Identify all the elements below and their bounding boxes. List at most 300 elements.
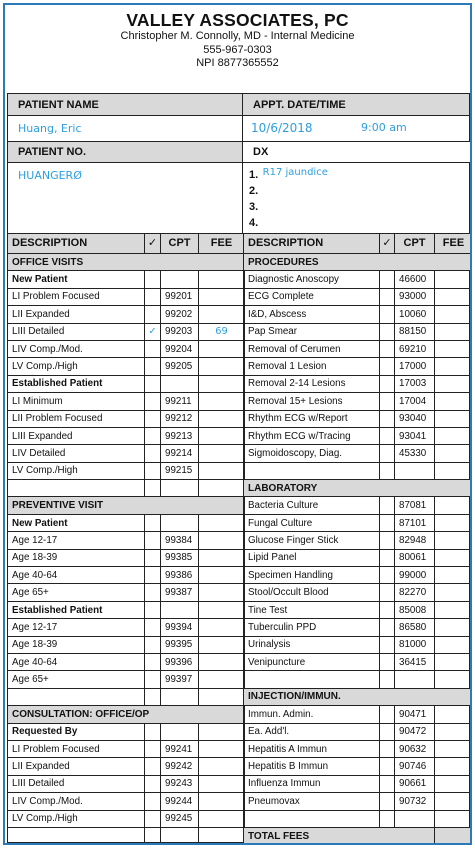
code-row: [244, 793, 473, 810]
patient-name-header-row: [8, 94, 469, 116]
check-cell[interactable]: [380, 653, 395, 670]
blank-row: [244, 810, 473, 827]
code-row: [244, 723, 473, 740]
section-header-row: [8, 497, 245, 514]
service-description: LIV Detailed: [8, 445, 145, 462]
blank-cell: [8, 827, 145, 844]
check-cell[interactable]: [145, 480, 161, 497]
code-row: [8, 410, 245, 427]
service-description: Age 65+: [8, 671, 145, 688]
fee-cell[interactable]: [435, 601, 473, 618]
subsection-row: [8, 723, 245, 740]
service-description: Tuberculin PPD: [244, 619, 380, 636]
cpt-cell: [161, 375, 199, 392]
cpt-code: 88150: [395, 323, 435, 340]
code-row: [8, 306, 245, 323]
cpt-code: 86580: [395, 619, 435, 636]
code-row: [244, 323, 473, 340]
cpt-code: 17004: [395, 393, 435, 410]
check-cell[interactable]: [380, 288, 395, 305]
fee-cell[interactable]: [199, 793, 245, 810]
service-description: Age 18-39: [8, 636, 145, 653]
service-description: LIII Detailed: [8, 775, 145, 792]
subsection-title: Established Patient: [8, 375, 145, 392]
service-description: LI Problem Focused: [8, 740, 145, 757]
fee-cell[interactable]: [435, 810, 473, 827]
service-description: LIII Expanded: [8, 427, 145, 444]
code-row: [8, 793, 245, 810]
practice-phone: 555-967-0303: [203, 43, 272, 56]
fee-cell[interactable]: [435, 497, 473, 514]
check-cell[interactable]: [380, 584, 395, 601]
service-description: LIV Comp./Mod.: [8, 793, 145, 810]
check-cell[interactable]: [145, 410, 161, 427]
fee-cell[interactable]: [199, 810, 245, 827]
dx-item: 1. R17 jaundice: [249, 167, 328, 181]
description-column-header: DESCRIPTION: [244, 234, 380, 254]
fee-cell[interactable]: [199, 445, 245, 462]
cpt-code: 99385: [161, 549, 199, 566]
fee-cell[interactable]: [199, 584, 245, 601]
patient-no-value[interactable]: HUANGERØ: [18, 169, 82, 182]
code-row: [244, 584, 473, 601]
cpt-code: 90471: [395, 706, 435, 723]
code-row: [8, 532, 245, 549]
check-cell[interactable]: [380, 793, 395, 810]
code-row: [8, 567, 245, 584]
cpt-code: 82270: [395, 584, 435, 601]
blank-cell: [8, 688, 145, 705]
cpt-code: 99212: [161, 410, 199, 427]
check-cell[interactable]: [145, 393, 161, 410]
cpt-cell: [161, 480, 199, 497]
check-cell[interactable]: [380, 306, 395, 323]
cpt-code: 87081: [395, 497, 435, 514]
fee-cell[interactable]: [435, 340, 473, 357]
fee-cell[interactable]: [435, 462, 473, 479]
blank-row: [8, 827, 245, 844]
check-cell[interactable]: [145, 306, 161, 323]
service-description: LIV Comp./Mod.: [8, 340, 145, 357]
check-cell[interactable]: [380, 375, 395, 392]
fee-cell[interactable]: 69: [199, 323, 245, 340]
check-cell[interactable]: [145, 532, 161, 549]
fee-cell: [199, 271, 245, 288]
check-cell[interactable]: [380, 636, 395, 653]
fee-cell[interactable]: [435, 410, 473, 427]
subsection-row: [8, 375, 245, 392]
column-header-row: [244, 234, 473, 254]
check-cell[interactable]: [380, 549, 395, 566]
code-row: [244, 549, 473, 566]
code-row: [8, 758, 245, 775]
dx-label: DX: [253, 146, 269, 158]
fee-cell[interactable]: [435, 567, 473, 584]
code-row: [244, 445, 473, 462]
fee-cell[interactable]: [435, 445, 473, 462]
check-cell[interactable]: [145, 810, 161, 827]
fee-cell[interactable]: [199, 410, 245, 427]
check-cell[interactable]: [145, 358, 161, 375]
check-cell[interactable]: [380, 601, 395, 618]
fee-cell[interactable]: [199, 653, 245, 670]
cpt-code: 99384: [161, 532, 199, 549]
code-row: [244, 358, 473, 375]
fee-cell[interactable]: [435, 393, 473, 410]
check-column-header: ✓: [145, 234, 161, 254]
check-cell: [145, 723, 161, 740]
cpt-code: 99397: [161, 671, 199, 688]
right-code-table: [243, 233, 472, 845]
superbill-sheet: [3, 3, 472, 845]
fee-cell[interactable]: [435, 532, 473, 549]
cpt-code: 82948: [395, 532, 435, 549]
cpt-code: 99243: [161, 775, 199, 792]
service-description: Specimen Handling: [244, 567, 380, 584]
section-header-row: [244, 480, 473, 497]
dx-item: 3.: [249, 201, 259, 213]
service-description: Removal of Cerumen: [244, 340, 380, 357]
code-row: [244, 601, 473, 618]
check-cell[interactable]: [380, 671, 395, 688]
check-cell[interactable]: [380, 567, 395, 584]
cpt-code: 90632: [395, 740, 435, 757]
fee-cell[interactable]: [199, 549, 245, 566]
cpt-code: 17003: [395, 375, 435, 392]
fee-cell[interactable]: [435, 375, 473, 392]
check-cell[interactable]: [380, 393, 395, 410]
check-cell[interactable]: [145, 427, 161, 444]
code-row: [244, 497, 473, 514]
cpt-code: 80061: [395, 549, 435, 566]
service-description: LI Minimum: [8, 393, 145, 410]
service-description: Stool/Occult Blood: [244, 584, 380, 601]
practice-name: VALLEY ASSOCIATES, PC: [126, 10, 349, 30]
service-description: Age 12-17: [8, 619, 145, 636]
code-row: [244, 427, 473, 444]
cpt-cell: [161, 514, 199, 531]
fee-cell[interactable]: [435, 653, 473, 670]
service-description: Age 12-17: [8, 532, 145, 549]
cpt-column-header: CPT: [395, 234, 435, 254]
fee-column-header: FEE: [199, 234, 245, 254]
fee-column-header: FEE: [435, 234, 473, 254]
fee-cell[interactable]: [199, 567, 245, 584]
cpt-code: 99201: [161, 288, 199, 305]
cpt-code: 99203: [161, 323, 199, 340]
check-cell[interactable]: [380, 758, 395, 775]
service-description: Glucose Finger Stick: [244, 532, 380, 549]
check-cell[interactable]: [145, 775, 161, 792]
fee-cell[interactable]: [435, 793, 473, 810]
check-cell: [145, 514, 161, 531]
cpt-cell: [395, 810, 435, 827]
cpt-code: 99244: [161, 793, 199, 810]
fee-cell[interactable]: [435, 514, 473, 531]
check-cell[interactable]: [380, 514, 395, 531]
fee-cell[interactable]: [435, 288, 473, 305]
code-row: [244, 306, 473, 323]
check-cell[interactable]: [145, 758, 161, 775]
check-cell[interactable]: [145, 445, 161, 462]
cpt-code: 99395: [161, 636, 199, 653]
fee-cell[interactable]: [435, 584, 473, 601]
check-cell[interactable]: [145, 827, 161, 844]
practice-npi: NPI 8877365552: [196, 57, 279, 69]
check-cell[interactable]: [380, 619, 395, 636]
cpt-code: 99215: [161, 462, 199, 479]
section-header-row: [8, 254, 245, 271]
check-cell[interactable]: [380, 706, 395, 723]
check-cell[interactable]: [145, 340, 161, 357]
fee-cell[interactable]: [199, 758, 245, 775]
service-description: LV Comp./High: [8, 810, 145, 827]
code-row: [8, 636, 245, 653]
cpt-column-header: CPT: [161, 234, 199, 254]
fee-cell[interactable]: [199, 775, 245, 792]
code-row: [244, 271, 473, 288]
check-cell[interactable]: [380, 775, 395, 792]
subsection-row: [8, 514, 245, 531]
service-description: ECG Complete: [244, 288, 380, 305]
code-row: [244, 532, 473, 549]
fee-cell[interactable]: [199, 393, 245, 410]
fee-cell[interactable]: [199, 636, 245, 653]
fee-cell[interactable]: [199, 462, 245, 479]
fee-cell[interactable]: [199, 288, 245, 305]
blank-cell: [244, 810, 380, 827]
check-cell[interactable]: [380, 740, 395, 757]
provider-line: Christopher M. Connolly, MD - Internal Medicine: [120, 30, 355, 42]
check-cell[interactable]: [145, 740, 161, 757]
check-cell[interactable]: [380, 323, 395, 340]
service-description: Removal 2-14 Lesions: [244, 375, 380, 392]
blank-cell: [8, 480, 145, 497]
patient-name-label: PATIENT NAME: [8, 94, 243, 115]
cpt-code: 99214: [161, 445, 199, 462]
cpt-cell: [161, 827, 199, 844]
service-description: Removal 1 Lesion: [244, 358, 380, 375]
code-row: [244, 514, 473, 531]
check-cell[interactable]: [145, 549, 161, 566]
code-row: [8, 619, 245, 636]
section-header-row: [244, 688, 473, 705]
check-cell[interactable]: [380, 427, 395, 444]
fee-cell[interactable]: [435, 427, 473, 444]
check-cell[interactable]: [380, 445, 395, 462]
fee-cell: [199, 723, 245, 740]
check-cell[interactable]: [380, 723, 395, 740]
code-row: [8, 740, 245, 757]
description-column-header: DESCRIPTION: [8, 234, 145, 254]
service-description: Venipuncture: [244, 653, 380, 670]
check-cell[interactable]: [380, 810, 395, 827]
cpt-code: 69210: [395, 340, 435, 357]
section-header-row: [8, 706, 245, 723]
subsection-row: [8, 601, 245, 618]
service-description: Hepatitis B Immun: [244, 758, 380, 775]
fee-cell[interactable]: [199, 340, 245, 357]
service-description: Removal 15+ Lesions: [244, 393, 380, 410]
check-cell[interactable]: [380, 497, 395, 514]
code-row: [244, 340, 473, 357]
code-row: [8, 393, 245, 410]
appt-date-value[interactable]: 10/6/2018: [251, 121, 313, 135]
cpt-code: 99202: [161, 306, 199, 323]
patient-no-value-row: [8, 163, 469, 233]
check-cell: [145, 601, 161, 618]
cpt-code: 99387: [161, 584, 199, 601]
patient-name-value[interactable]: Huang, Eric: [18, 122, 82, 135]
cpt-code: 99211: [161, 393, 199, 410]
check-cell[interactable]: [145, 619, 161, 636]
dx-value[interactable]: R17 jaundice: [262, 167, 328, 178]
fee-cell[interactable]: [199, 427, 245, 444]
code-row: [244, 636, 473, 653]
code-row: [8, 427, 245, 444]
appt-time-value[interactable]: 9:00 am: [361, 121, 407, 134]
cpt-code: 90746: [395, 758, 435, 775]
fee-cell[interactable]: [435, 323, 473, 340]
section-title: CONSULTATION: OFFICE/OP: [8, 706, 245, 723]
service-description: Influenza Immun: [244, 775, 380, 792]
patient-name-value-row: [8, 116, 469, 142]
section-header-row: [244, 254, 473, 271]
fee-cell[interactable]: [199, 671, 245, 688]
service-description: I&D, Abscess: [244, 306, 380, 323]
code-row: [244, 619, 473, 636]
fee-cell[interactable]: [199, 688, 245, 705]
service-description: Age 65+: [8, 584, 145, 601]
code-row: [244, 567, 473, 584]
code-row: [8, 445, 245, 462]
fee-cell[interactable]: [199, 306, 245, 323]
fee-cell[interactable]: [435, 271, 473, 288]
total-fees-value[interactable]: [435, 827, 473, 844]
fee-cell[interactable]: [435, 358, 473, 375]
cpt-code: 99242: [161, 758, 199, 775]
blank-cell: [244, 671, 380, 688]
fee-cell[interactable]: [435, 706, 473, 723]
cpt-code: 85008: [395, 601, 435, 618]
fee-cell[interactable]: [199, 480, 245, 497]
fee-cell[interactable]: [435, 740, 473, 757]
service-description: Ea. Add'l.: [244, 723, 380, 740]
code-row: [8, 584, 245, 601]
service-description: Fungal Culture: [244, 514, 380, 531]
check-cell[interactable]: ✓: [145, 323, 161, 340]
column-header-row: [8, 234, 245, 254]
check-cell[interactable]: [145, 793, 161, 810]
subsection-title: New Patient: [8, 271, 145, 288]
fee-cell[interactable]: [435, 306, 473, 323]
blank-row: [8, 688, 245, 705]
blank-cell: [244, 462, 380, 479]
cpt-code: 90661: [395, 775, 435, 792]
fee-cell[interactable]: [435, 549, 473, 566]
section-title: INJECTION/IMMUN.: [244, 688, 473, 705]
subsection-title: Established Patient: [8, 601, 145, 618]
cpt-code: 90732: [395, 793, 435, 810]
service-description: Pneumovax: [244, 793, 380, 810]
fee-cell[interactable]: [199, 619, 245, 636]
cpt-cell: [161, 601, 199, 618]
check-cell[interactable]: [380, 410, 395, 427]
subsection-title: New Patient: [8, 514, 145, 531]
dx-list: [243, 163, 471, 233]
check-cell[interactable]: [380, 532, 395, 549]
service-description: Age 40-64: [8, 653, 145, 670]
cpt-code: 99396: [161, 653, 199, 670]
section-title: OFFICE VISITS: [8, 254, 245, 271]
service-description: Rhythm ECG w/Report: [244, 410, 380, 427]
check-cell[interactable]: [145, 653, 161, 670]
cpt-code: 45330: [395, 445, 435, 462]
cpt-cell: [161, 271, 199, 288]
check-cell[interactable]: [380, 358, 395, 375]
blank-row: [8, 480, 245, 497]
cpt-cell: [395, 462, 435, 479]
code-row: [244, 288, 473, 305]
cpt-cell: [161, 723, 199, 740]
fee-cell[interactable]: [435, 671, 473, 688]
practice-header: [5, 10, 470, 71]
code-row: [8, 810, 245, 827]
code-row: [8, 358, 245, 375]
service-description: Age 40-64: [8, 567, 145, 584]
check-cell[interactable]: [380, 340, 395, 357]
check-cell[interactable]: [145, 671, 161, 688]
cpt-code: 10060: [395, 306, 435, 323]
service-description: Diagnostic Anoscopy: [244, 271, 380, 288]
fee-cell[interactable]: [199, 532, 245, 549]
check-cell[interactable]: [145, 567, 161, 584]
subsection-title: Requested By: [8, 723, 145, 740]
cpt-code: 99000: [395, 567, 435, 584]
code-row: [8, 653, 245, 670]
check-cell[interactable]: [145, 584, 161, 601]
fee-cell[interactable]: [435, 619, 473, 636]
check-cell[interactable]: [380, 462, 395, 479]
check-cell[interactable]: [145, 636, 161, 653]
fee-cell[interactable]: [435, 775, 473, 792]
encounter-form: [7, 93, 470, 843]
fee-cell[interactable]: [199, 358, 245, 375]
service-description: LII Expanded: [8, 758, 145, 775]
left-code-table: [7, 233, 245, 845]
service-description: LI Problem Focused: [8, 288, 145, 305]
cpt-code: 99204: [161, 340, 199, 357]
code-row: [8, 323, 245, 340]
fee-cell[interactable]: [435, 758, 473, 775]
dx-item: 4.: [249, 217, 259, 229]
cpt-code: 93040: [395, 410, 435, 427]
patient-no-header-row: [8, 142, 469, 163]
code-row: [244, 393, 473, 410]
fee-cell[interactable]: [435, 636, 473, 653]
check-cell[interactable]: [145, 688, 161, 705]
fee-cell[interactable]: [199, 740, 245, 757]
dx-item: 2.: [249, 185, 259, 197]
check-cell[interactable]: [145, 462, 161, 479]
cpt-code: 46600: [395, 271, 435, 288]
check-cell[interactable]: [145, 288, 161, 305]
cpt-code: 93000: [395, 288, 435, 305]
check-cell[interactable]: [380, 271, 395, 288]
fee-cell[interactable]: [199, 827, 245, 844]
subsection-row: [8, 271, 245, 288]
fee-cell[interactable]: [435, 723, 473, 740]
